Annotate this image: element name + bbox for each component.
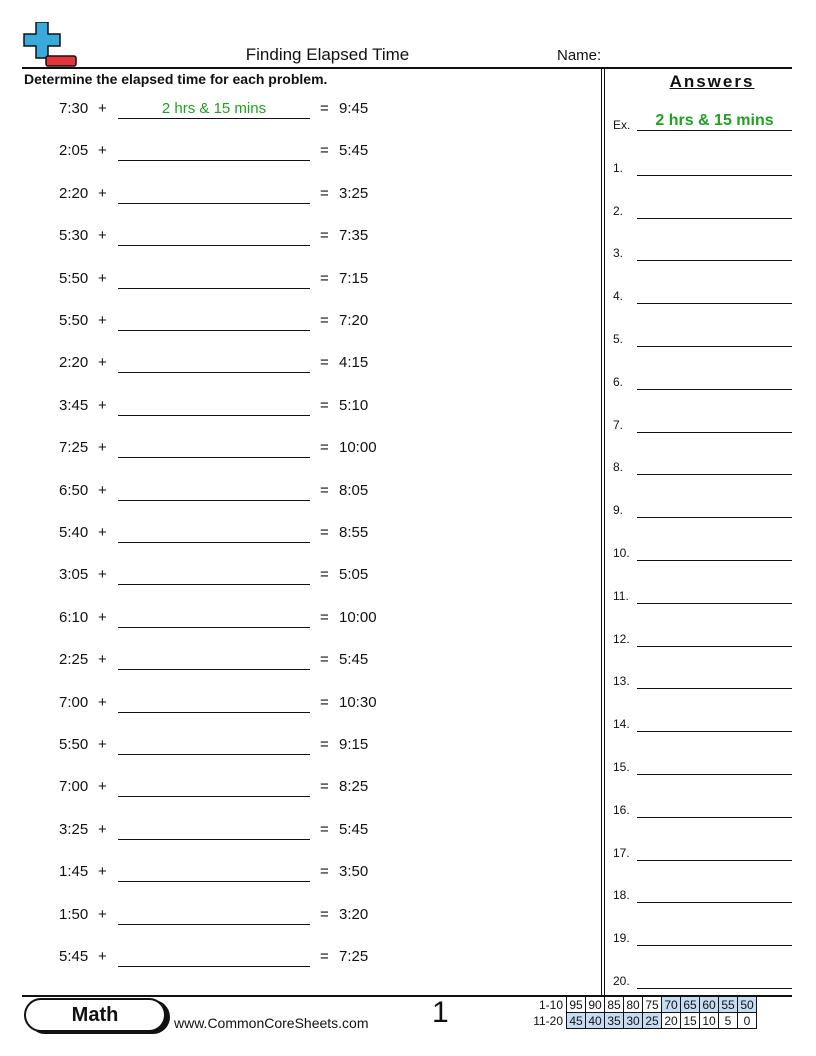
- answer-blank[interactable]: [118, 651, 310, 670]
- score-cell: 0: [738, 1013, 757, 1029]
- answer-label: 14.: [613, 717, 630, 732]
- answer-label: 10.: [613, 546, 630, 560]
- answer-line[interactable]: [637, 801, 792, 818]
- answer-blank[interactable]: [118, 736, 310, 755]
- answer-label: 18.: [613, 888, 630, 903]
- answer-line[interactable]: [637, 844, 792, 861]
- answer-example-row: [613, 114, 793, 134]
- answer-blank[interactable]: [118, 397, 310, 416]
- plus-sign: +: [98, 100, 107, 117]
- problem-row: [0, 863, 600, 885]
- score-table: [529, 996, 757, 1029]
- answer-label: 6.: [613, 374, 624, 389]
- plus-sign: +: [98, 396, 107, 414]
- answer-label: 11.: [613, 588, 629, 603]
- start-time: 5:30: [59, 227, 89, 245]
- score-cell: 90: [586, 997, 605, 1013]
- answer-label: 3.: [613, 246, 624, 261]
- answer-label: 19.: [613, 931, 630, 946]
- example-answer: 2 hrs & 15 mins: [118, 100, 310, 119]
- equals-sign: =: [320, 142, 329, 160]
- problem-row: [0, 185, 600, 207]
- answer-label: 17.: [613, 845, 630, 860]
- problem-row: [0, 609, 600, 631]
- start-time: 5:50: [59, 736, 89, 753]
- score-cell: 65: [681, 997, 700, 1013]
- problem-row: [0, 778, 600, 800]
- score-range-label: 11-20: [533, 1013, 563, 1028]
- answer-row: [613, 628, 793, 648]
- start-time: 7:25: [59, 439, 89, 457]
- plus-sign: +: [98, 142, 107, 160]
- site-url: www.CommonCoreSheets.com: [174, 1015, 369, 1031]
- answer-blank[interactable]: [118, 439, 310, 458]
- page-title: Finding Elapsed Time: [245, 45, 410, 64]
- score-cell: 40: [586, 1013, 605, 1029]
- equals-sign: =: [320, 566, 329, 584]
- equals-sign: =: [320, 863, 329, 881]
- equals-sign: =: [320, 651, 329, 669]
- answer-label: 8.: [613, 460, 624, 475]
- answer-row: [613, 670, 793, 690]
- answer-row: [613, 371, 793, 391]
- end-time: 5:10: [339, 396, 369, 414]
- plus-sign: +: [98, 481, 107, 499]
- problem-row: [0, 312, 600, 334]
- score-cell: 20: [662, 1013, 681, 1029]
- equals-sign: =: [320, 820, 329, 838]
- problem-row: [0, 566, 600, 588]
- plus-sign: +: [98, 312, 107, 329]
- plus-sign: +: [98, 439, 107, 457]
- equals-sign: =: [320, 312, 329, 329]
- answer-label: 12.: [613, 631, 630, 646]
- answer-row: [613, 542, 793, 562]
- start-time: 5:50: [59, 312, 89, 329]
- plus-sign: +: [98, 608, 107, 626]
- answer-line[interactable]: [637, 886, 792, 903]
- answer-blank[interactable]: [118, 482, 310, 501]
- answer-example-value: 2 hrs & 15 mins: [637, 114, 792, 131]
- answer-label: 7.: [613, 417, 624, 432]
- answer-blank[interactable]: [118, 863, 310, 882]
- answer-blank[interactable]: [118, 185, 310, 204]
- header-divider: [22, 67, 792, 69]
- start-time: 7:00: [59, 778, 89, 796]
- end-time: 4:15: [339, 354, 369, 372]
- start-time: 3:05: [59, 566, 89, 584]
- start-time: 7:30: [59, 100, 89, 117]
- start-time: 6:10: [59, 608, 89, 626]
- answer-row: [613, 884, 793, 904]
- answer-line[interactable]: [637, 630, 792, 647]
- plus-sign: +: [98, 948, 107, 965]
- problem-row: [0, 354, 600, 376]
- answer-label: 2.: [613, 203, 624, 218]
- equals-sign: =: [320, 524, 329, 541]
- score-cell: 75: [643, 997, 662, 1013]
- end-time: 3:20: [339, 905, 369, 923]
- start-time: 1:50: [59, 905, 89, 923]
- problem-row: [0, 736, 600, 758]
- answer-line[interactable]: [637, 287, 792, 304]
- answer-line[interactable]: [637, 587, 792, 604]
- answer-row: [613, 242, 793, 262]
- answer-blank[interactable]: [118, 312, 310, 331]
- answer-line[interactable]: [637, 544, 792, 561]
- answer-row: [613, 756, 793, 776]
- problem-row: [0, 270, 600, 292]
- end-time: 5:45: [339, 651, 369, 669]
- start-time: 6:50: [59, 481, 89, 499]
- score-cell: 10: [700, 1013, 719, 1029]
- name-label: Name:: [557, 47, 602, 64]
- score-cell: 85: [605, 997, 624, 1013]
- plus-sign: +: [98, 905, 107, 923]
- score-row: [529, 997, 757, 1013]
- score-cell: 15: [681, 1013, 700, 1029]
- start-time: 7:00: [59, 693, 89, 711]
- answer-line[interactable]: [637, 416, 792, 433]
- answer-row: [613, 456, 793, 476]
- answer-blank[interactable]: [118, 948, 310, 967]
- answer-row: [613, 585, 793, 605]
- equals-sign: =: [320, 778, 329, 796]
- answer-blank[interactable]: [118, 142, 310, 161]
- answer-row: [613, 842, 793, 862]
- score-cell: 25: [643, 1013, 662, 1029]
- start-time: 5:45: [59, 948, 89, 965]
- answer-label: Ex.: [613, 118, 631, 132]
- answer-blank[interactable]: [118, 354, 310, 373]
- equals-sign: =: [320, 439, 329, 457]
- answer-row: [613, 799, 793, 819]
- score-cell: 35: [605, 1013, 624, 1029]
- answer-line[interactable]: [637, 758, 792, 775]
- plus-sign: +: [98, 651, 107, 669]
- answer-row: [613, 200, 793, 220]
- score-cell: 95: [567, 997, 586, 1013]
- score-cell: 80: [624, 997, 643, 1013]
- instructions: Determine the elapsed time for each problem.: [24, 71, 328, 87]
- page-number: 1: [432, 996, 449, 1029]
- answer-blank[interactable]: [118, 227, 310, 246]
- answer-row: [613, 157, 793, 177]
- start-time: 2:05: [59, 142, 89, 160]
- end-time: 3:50: [339, 863, 369, 881]
- end-time: 9:15: [339, 736, 369, 753]
- answer-blank[interactable]: [118, 694, 310, 713]
- answer-label: 20.: [613, 974, 630, 988]
- start-time: 5:50: [59, 269, 89, 287]
- plus-sign: +: [98, 227, 107, 245]
- answer-label: 13.: [613, 674, 630, 689]
- answer-blank[interactable]: [118, 270, 310, 289]
- end-time: 7:35: [339, 227, 369, 245]
- equals-sign: =: [320, 481, 329, 499]
- answer-blank[interactable]: [118, 609, 310, 628]
- answer-label: 9.: [613, 503, 624, 518]
- equals-sign: =: [320, 269, 329, 287]
- score-cell: 60: [700, 997, 719, 1013]
- equals-sign: =: [320, 905, 329, 923]
- problem-row: [0, 482, 600, 504]
- score-row: [529, 1013, 757, 1029]
- equals-sign: =: [320, 396, 329, 414]
- plus-sign: +: [98, 566, 107, 584]
- plus-sign: +: [98, 863, 107, 881]
- start-time: 5:40: [59, 524, 89, 541]
- score-cell: 30: [624, 1013, 643, 1029]
- answer-row: [613, 285, 793, 305]
- answer-row: [613, 499, 793, 519]
- end-time: 8:55: [339, 524, 369, 541]
- answer-label: 1.: [613, 160, 624, 175]
- end-time: 10:30: [339, 693, 377, 711]
- answer-blank[interactable]: [118, 778, 310, 797]
- answer-row: [613, 927, 793, 947]
- score-cell: 45: [567, 1013, 586, 1029]
- example-row: [0, 100, 600, 122]
- plus-minus-logo-icon: [22, 22, 80, 68]
- start-time: 3:25: [59, 820, 89, 838]
- plus-sign: +: [98, 354, 107, 372]
- answer-line[interactable]: [637, 244, 792, 261]
- end-time: 10:00: [339, 439, 377, 457]
- score-cell: 70: [662, 997, 681, 1013]
- equals-sign: =: [320, 354, 329, 372]
- end-time: 5:45: [339, 142, 369, 160]
- end-time: 8:25: [339, 778, 369, 796]
- answer-line[interactable]: [637, 458, 792, 475]
- end-time: 7:20: [339, 312, 369, 329]
- answer-blank[interactable]: [118, 821, 310, 840]
- answer-row: [613, 970, 793, 990]
- equals-sign: =: [320, 100, 329, 117]
- problem-row: [0, 142, 600, 164]
- score-cell: 5: [719, 1013, 738, 1029]
- plus-sign: +: [98, 820, 107, 838]
- end-time: 7:25: [339, 948, 369, 965]
- answer-line[interactable]: [637, 373, 792, 390]
- start-time: 3:45: [59, 396, 89, 414]
- start-time: 1:45: [59, 863, 89, 881]
- plus-sign: +: [98, 524, 107, 541]
- answer-line[interactable]: [637, 972, 792, 989]
- answer-line[interactable]: [637, 501, 792, 518]
- problem-row: [0, 821, 600, 843]
- end-time: 3:25: [339, 184, 369, 202]
- start-time: 2:20: [59, 184, 89, 202]
- answer-row: [613, 414, 793, 434]
- equals-sign: =: [320, 736, 329, 753]
- answer-line[interactable]: [637, 929, 792, 946]
- answer-line[interactable]: [637, 159, 792, 176]
- problem-row: [0, 906, 600, 928]
- plus-sign: +: [98, 269, 107, 287]
- equals-sign: =: [320, 948, 329, 965]
- problem-row: [0, 694, 600, 716]
- start-time: 2:25: [59, 651, 89, 669]
- problem-row: [0, 439, 600, 461]
- answer-blank[interactable]: [118, 906, 310, 925]
- answer-line[interactable]: [637, 330, 792, 347]
- score-cell: 55: [719, 997, 738, 1013]
- equals-sign: =: [320, 693, 329, 711]
- start-time: 2:20: [59, 354, 89, 372]
- score-range-label: 1-10: [538, 997, 563, 1012]
- subject-badge: Math: [24, 998, 166, 1032]
- column-divider: [601, 68, 605, 996]
- answer-row: [613, 328, 793, 348]
- answer-blank[interactable]: [118, 524, 310, 543]
- plus-sign: +: [98, 184, 107, 202]
- answer-label: 16.: [613, 802, 630, 817]
- answer-label: 5.: [613, 332, 624, 346]
- problem-row: [0, 227, 600, 249]
- answer-line[interactable]: [637, 202, 792, 219]
- equals-sign: =: [320, 227, 329, 245]
- end-time: 5:05: [339, 566, 369, 584]
- answers-title: Answers: [669, 72, 755, 91]
- end-time: 7:15: [339, 269, 369, 287]
- answer-label: 4.: [613, 289, 624, 304]
- answer-line[interactable]: [637, 672, 792, 689]
- plus-sign: +: [98, 693, 107, 711]
- problem-row: [0, 651, 600, 673]
- end-time: 10:00: [339, 608, 377, 626]
- answer-label: 15.: [613, 760, 630, 774]
- score-cell: 50: [738, 997, 757, 1013]
- problem-row: [0, 397, 600, 419]
- plus-sign: +: [98, 736, 107, 753]
- plus-sign: +: [98, 778, 107, 796]
- end-time: 5:45: [339, 820, 369, 838]
- answer-row: [613, 713, 793, 733]
- problem-row: [0, 524, 600, 546]
- end-time: 9:45: [339, 100, 369, 117]
- answer-line[interactable]: [637, 715, 792, 732]
- problem-row: [0, 948, 600, 970]
- end-time: 8:05: [339, 481, 369, 499]
- equals-sign: =: [320, 608, 329, 626]
- equals-sign: =: [320, 184, 329, 202]
- answer-blank[interactable]: [118, 566, 310, 585]
